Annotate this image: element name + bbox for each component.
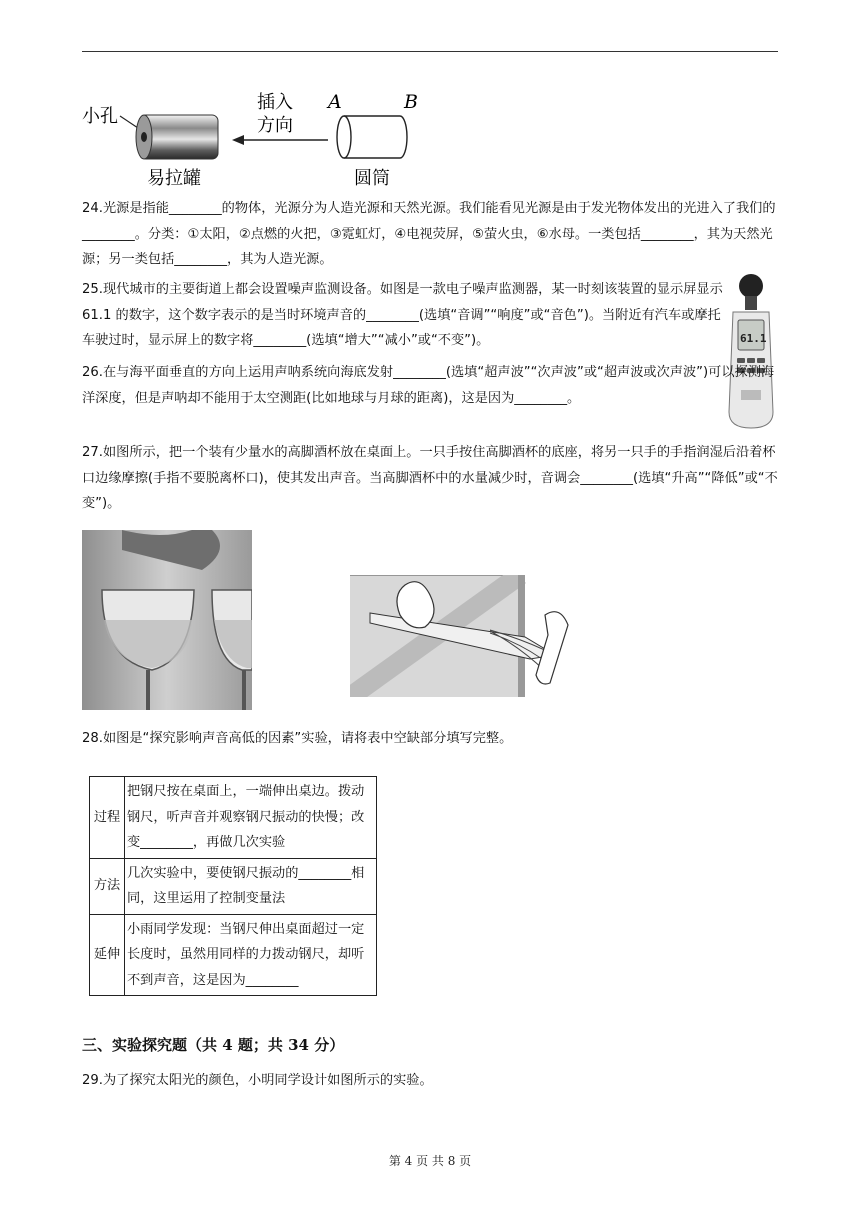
question-28 — [82, 726, 778, 752]
question-27-text: 27.如图所示，把一个装有少量水的高脚酒杯放在桌面上。一只手按住高脚酒杯的底座，将另一只手的手指润湿后沿着杯口边缘摩擦(手指不要脱离杯口)，使其发出声音。当高脚酒杯中的水量减少时，音调会________(选填“升高”“降低”或“不变”)。 — [82, 445, 778, 511]
can-shape — [136, 115, 218, 159]
can-label: 易拉罐 — [147, 168, 201, 189]
row-content: 小雨同学发现：当钢尺伸出桌面超过一定长度时，虽然用同样的力拨动钢尺，却听不到声音，这是因为________ — [125, 914, 377, 996]
point-b-label: B — [404, 91, 418, 113]
ruler-table-figure — [350, 575, 570, 697]
header-rule — [82, 51, 778, 52]
row-label: 延伸 — [90, 914, 125, 996]
meter-display: 61.1 — [740, 332, 767, 345]
point-a-label: A — [328, 91, 342, 113]
table-row — [90, 914, 377, 996]
table-row — [90, 777, 377, 859]
question-25 — [82, 277, 724, 354]
question-27 — [82, 440, 778, 517]
insert-label-1: 插入 — [257, 92, 293, 113]
hole-label: 小孔 — [82, 106, 118, 127]
question-26-text: 26.在与海平面垂直的方向上运用声呐系统向海底发射________(选填“超声波”“次声波”或“超声波或次声波”)可以探测海洋深度，但是声呐却不能用于太空测距(比如地球与月球的距离)，这是因为________。 — [82, 365, 775, 406]
question-28-text: 28.如图是“探究影响声音高低的因素”实验，请将表中空缺部分填写完整。 — [82, 731, 513, 746]
section-title: 三、实验探究题（共 4 题；共 34 分） — [82, 1036, 345, 1054]
tube-shape — [337, 116, 407, 158]
question-25-text: 25.现代城市的主要街道上都会设置噪声监测设备。如图是一款电子噪声监测器，某一时刻该装置的显示屏显示 61.1 的数字，这个数字表示的是当时环境声音的________(选填“音调”“响度”或“音色”)。当附近有汽车或摩托车驶过时，显示屏上的数字将________(选填“增大”“减小”或“不变”)。 — [82, 282, 723, 348]
insert-label-2: 方向 — [257, 115, 293, 136]
question-24 — [82, 196, 778, 273]
question-29-text: 29.为了探究太阳光的颜色，小明同学设计如图所示的实验。 — [82, 1073, 433, 1088]
can-tube-figure — [82, 88, 432, 192]
wine-glass-photo — [82, 530, 252, 710]
tube-label: 圆筒 — [354, 168, 390, 189]
table-row — [90, 858, 377, 914]
question-24-text: 24.光源是指能________的物体，光源分为人造光源和天然光源。我们能看见光源是由于发光物体发出的光进入了我们的________。分类：①太阳，②点燃的火把，③霓虹灯，④电视荧屏，⑤萤火虫，⑥水母。一类包括________，其为天然光源；另一类包括________，其为人造光源。 — [82, 201, 776, 267]
row-content: 把钢尺按在桌面上，一端伸出桌边。拨动钢尺，听声音并观察钢尺振动的快慢；改变________，再做几次实验 — [125, 777, 377, 859]
question-29 — [82, 1068, 778, 1094]
experiment-table — [89, 776, 377, 996]
row-content: 几次实验中，要使钢尺振动的________相同，这里运用了控制变量法 — [125, 858, 377, 914]
row-label: 过程 — [90, 777, 125, 859]
row-label: 方法 — [90, 858, 125, 914]
question-26 — [82, 360, 778, 411]
page-footer: 第 4 页 共 8 页 — [388, 1154, 472, 1168]
